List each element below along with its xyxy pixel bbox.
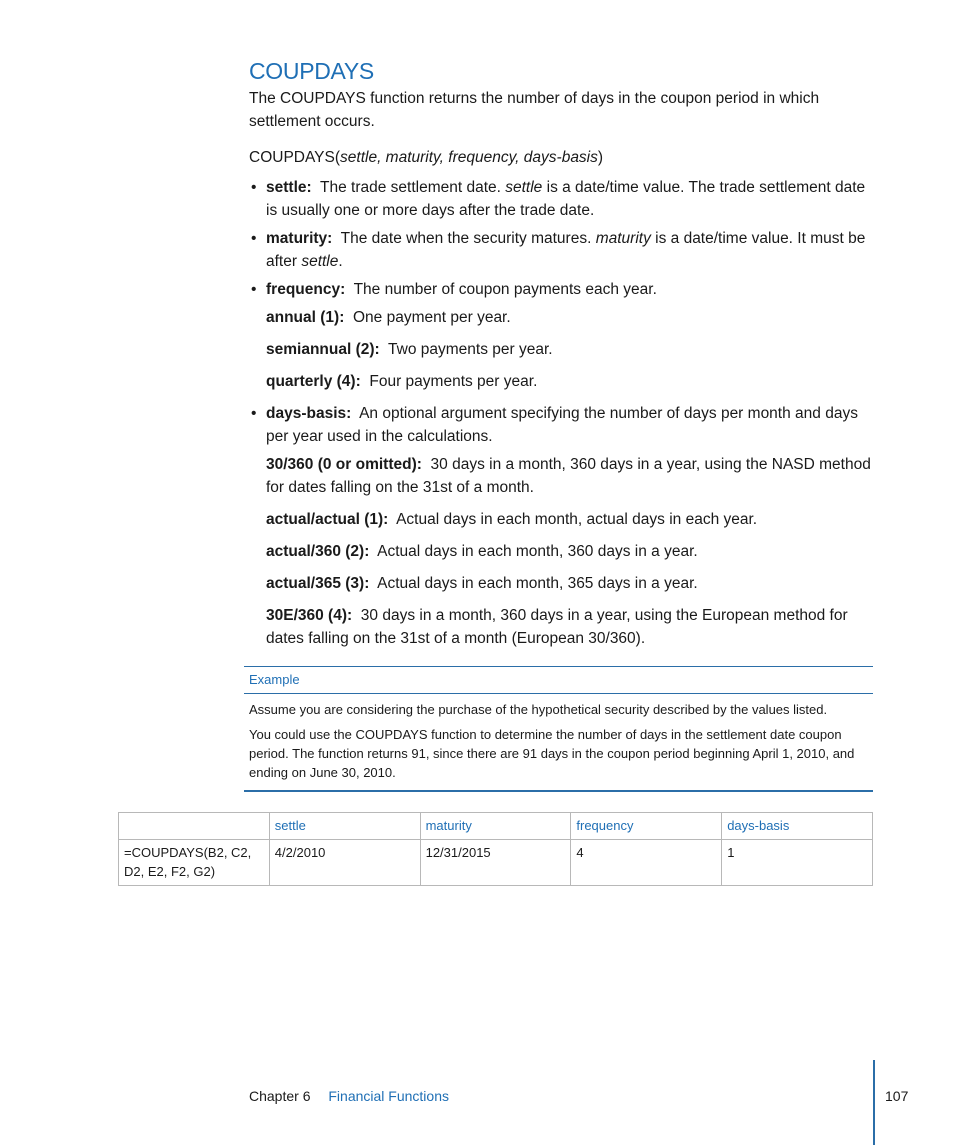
option-text: Actual days in each month, 360 days in a year. [377,543,698,560]
option-text: 30 days in a month, 360 days in a year, using the European method for dates falling on the 31st of a month (European 30/360). [266,607,848,647]
option-text: Four payments per year. [369,373,538,390]
option-30-360 [266,453,879,499]
option-actual-actual [266,508,879,531]
table-header-cell: days-basis [722,813,873,840]
example-table [118,812,873,886]
function-syntax [249,146,879,169]
bullet: • [251,230,257,247]
page-number: 107 [885,1088,909,1104]
argument-label: days-basis: [266,405,352,422]
argument-maturity [249,227,879,273]
chapter-title-link[interactable]: Financial Functions [328,1088,449,1104]
syntax-arguments: settle, maturity, frequency, days-basis [340,149,598,166]
option-annual [266,306,879,329]
option-label: actual/actual (1): [266,511,389,528]
bullet: • [251,405,257,422]
table-cell: 4/2/2010 [269,840,420,886]
syntax-function-name: COUPDAYS [249,149,335,166]
intro-paragraph: The COUPDAYS function returns the number of days in the coupon period in which settlement occurs. [249,90,820,130]
argument-text: The date when the security matures. [340,230,592,247]
option-label: quarterly (4): [266,373,361,390]
function-description [249,87,879,659]
option-label: annual (1): [266,309,345,326]
page-footer [249,1088,449,1104]
example-heading: Example [244,667,873,694]
argument-days-basis [249,402,879,650]
table-cell: 12/31/2015 [420,840,571,886]
option-label: actual/360 (2): [266,543,370,560]
option-label: 30/360 (0 or omitted): [266,456,422,473]
argument-reference: settle [301,253,339,270]
table-cell: 4 [571,840,722,886]
option-actual-365 [266,572,879,595]
argument-text: . [338,253,343,270]
chapter-label: Chapter 6 [249,1088,311,1104]
table-header-cell: frequency [571,813,722,840]
argument-text: An optional argument specifying the number of days per month and days per year used in the calculations. [266,405,858,445]
argument-text: is a date/time value. The trade settlement date is usually one or more days after the trade date. [266,179,866,219]
option-text: Actual days in each month, 365 days in a year. [377,575,698,592]
footer-divider [873,1060,875,1145]
table-cell: =COUPDAYS(B2, C2, D2, E2, F2, G2) [119,840,270,886]
page-title: COUPDAYS [249,58,374,84]
table-cell: 1 [722,840,873,886]
argument-reference: settle [505,179,543,196]
option-text: Actual days in each month, actual days in each year. [396,511,758,528]
option-label: actual/365 (3): [266,575,370,592]
table-header-cell [119,813,270,840]
option-actual-360 [266,540,879,563]
option-quarterly [266,370,879,393]
table-row [119,840,873,886]
syntax-close-paren: ) [597,149,604,166]
table-header-row [119,813,873,840]
argument-text: is a date/time value. It must be after [266,230,866,270]
option-label: 30E/360 (4): [266,607,353,624]
example-paragraph: Assume you are considering the purchase of the hypothetical security described by the values listed. [249,702,828,717]
example-body [244,694,873,790]
option-semiannual [266,338,879,361]
argument-reference: maturity [595,230,651,247]
table-header-cell: settle [269,813,420,840]
option-text: One payment per year. [353,309,511,326]
example-box [244,666,873,792]
option-label: semiannual (2): [266,341,380,358]
argument-text: The number of coupon payments each year. [353,281,657,298]
bullet: • [251,281,257,298]
option-text: 30 days in a month, 360 days in a year, using the NASD method for dates falling on the 31st of a month. [266,456,871,496]
argument-label: settle: [266,179,312,196]
argument-list [249,176,879,650]
argument-text: The trade settlement date. [320,179,501,196]
argument-frequency [249,278,879,393]
option-text: Two payments per year. [388,341,553,358]
example-paragraph: You could use the COUPDAYS function to determine the number of days in the settlement date coupon period. The function returns 91, since there are 91 days in the coupon period beginning April 1, 2010, and ending on June 30, 2010. [249,727,855,780]
argument-label: maturity: [266,230,333,247]
syntax-open-paren: ( [334,149,341,166]
argument-settle [249,176,879,222]
table-header-cell: maturity [420,813,571,840]
bullet: • [251,179,257,196]
option-30e-360 [266,604,879,650]
argument-label: frequency: [266,281,346,298]
